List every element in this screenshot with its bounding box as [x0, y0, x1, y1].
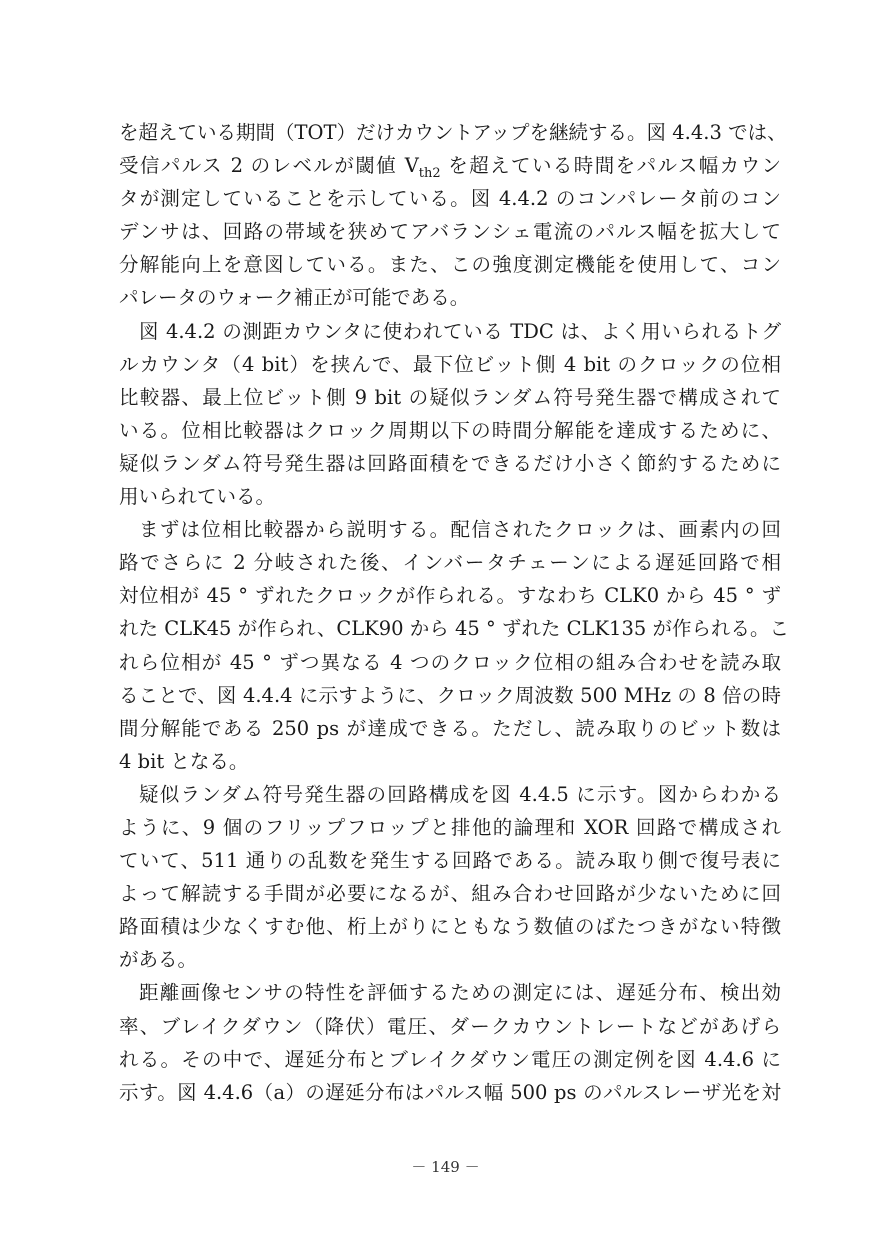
paragraph	[119, 116, 787, 315]
text-line: 率、ブレイクダウン（降伏）電圧、ダークカウントレートなどがあげら	[119, 1014, 781, 1038]
text-line: 距離画像センサの特性を評価するための測定には、遅延分布、検出効	[139, 981, 781, 1005]
text-line: パレータのウォーク補正が可能である。	[119, 286, 470, 310]
text-line: 路面積は少なくすむ他、桁上がりにともなう数値のばたつきがない特徴	[119, 915, 781, 939]
text-line: 示す。図 4.4.6（a）の遅延分布はパルス幅 500 ps のパルスレーザ光を対	[119, 1080, 781, 1104]
text-line: 疑似ランダム符号発生器は回路面積をできるだけ小さく節約するために	[119, 451, 781, 475]
text-line: ることで、図 4.4.4 に示すように、クロック周波数 500 MHz の 8 倍の時	[119, 683, 781, 707]
text-line: れた CLK45 が作られ、CLK90 から 45 ° ずれた CLK135 が作られる。こ	[119, 617, 789, 641]
text-line: デンサは、回路の帯域を狭めてアバランシェ電流のパルス幅を拡大して	[119, 220, 781, 244]
text-line: いる。位相比較器はクロック周期以下の時間分解能を達成するために、	[119, 418, 781, 442]
paragraph	[119, 513, 789, 778]
text-line: 分解能向上を意図している。また、この強度測定機能を使用して、コン	[119, 253, 781, 277]
text-line: れる。その中で、遅延分布とブレイクダウン電圧の測定例を図 4.4.6 に	[119, 1047, 781, 1071]
text-line: 図 4.4.2 の測距カウンタに使われている TDC は、よく用いられるトグ	[139, 319, 781, 343]
text-line: 対位相が 45 ° ずれたクロックが作られる。すなわち CLK0 から 45 ° ず	[119, 584, 781, 608]
text-line: がある。	[119, 948, 198, 972]
text-line: れら位相が 45 ° ずつ異なる 4 つのクロック位相の組み合わせを読み取	[119, 650, 781, 674]
text-line: 疑似ランダム符号発生器の回路構成を図 4.4.5 に示す。図からわかる	[139, 782, 781, 806]
paragraph	[119, 315, 781, 514]
paragraph-list	[119, 116, 789, 1109]
text-line: タが測定していることを示している。図 4.4.2 のコンパレータ前のコン	[119, 187, 781, 211]
text-line: 路でさらに 2 分岐された後、インバータチェーンによる遅延回路で相	[119, 551, 781, 575]
paragraph	[119, 778, 781, 977]
document-body	[119, 116, 789, 1109]
text-line: 用いられている。	[119, 485, 276, 509]
text-line: ルカウンタ（4 bit）を挟んで、最下位ビット側 4 bit のクロックの位相	[119, 352, 781, 376]
text-line: ように、9 個のフリップフロップと排他的論理和 XOR 回路で構成され	[119, 815, 781, 839]
text-line: よって解読する手間が必要になるが、組み合わせ回路が少ないために回	[119, 882, 781, 906]
subscript: th2	[418, 165, 441, 181]
text-line: 受信パルス 2 のレベルが閾値 $V_{th2}$ を超えている時間をパルス幅カウン	[119, 154, 781, 181]
text-line: 比較器、最上位ビット側 9 bit の疑似ランダム符号発生器で構成されて	[119, 385, 781, 409]
page-number: － 149 －	[411, 1158, 480, 1176]
text-line: を超えている期間（TOT）だけカウントアップを継続する。図 4.4.3 では、	[119, 121, 787, 144]
text-line: 4 bit となる。	[119, 749, 249, 773]
text-line: ていて、511 通りの乱数を発生する回路である。読み取り側で復号表に	[119, 849, 781, 873]
text-line: まずは位相比較器から説明する。配信されたクロックは、画素内の回	[139, 518, 781, 542]
paragraph	[119, 976, 781, 1108]
text-line: 間分解能である 250 ps が達成できる。ただし、読み取りのビット数は	[119, 716, 781, 740]
